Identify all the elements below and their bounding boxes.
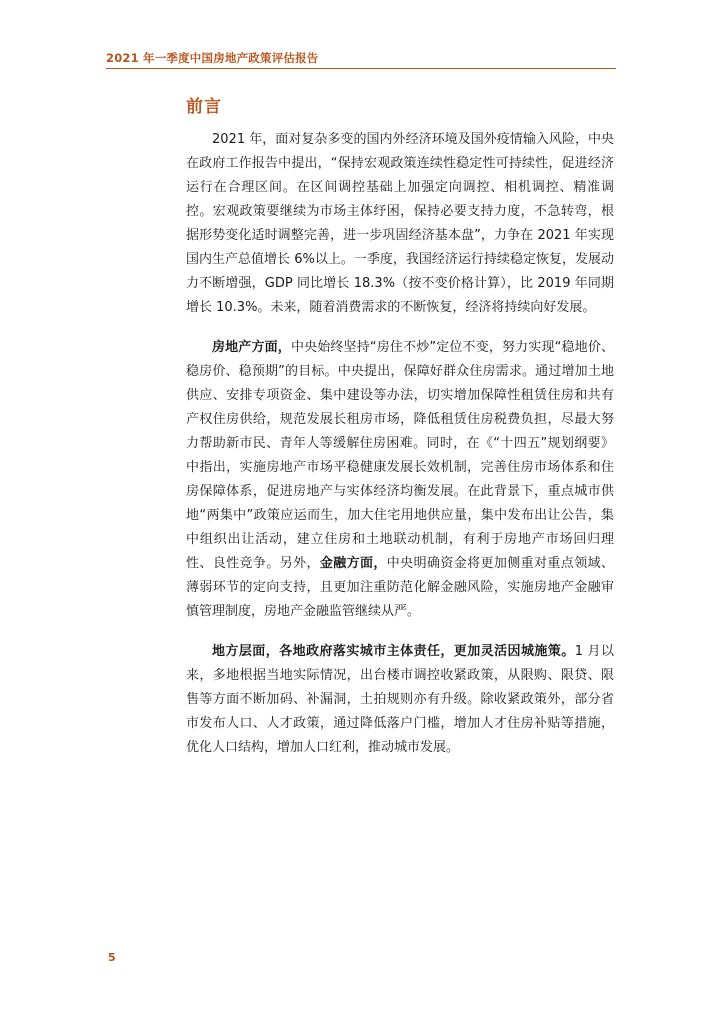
paragraph-text: 2021 年，面对复杂多变的国内外经济环境及国外疫情输入风险，中央在政府工作报告中提出，“保持宏观政策连续性稳定性可持续性，促进经济运行在合理区间。在区间调控基础上加强定向调控、相机调控、精准调控。宏观政策要继续为市场主体纾困，保持必要支持力度，不急转弯，根据形势变化适时调整完善，进一步巩固经济基本盘”，力争在 2021 年实现国内生产总值增长 6%以上。一季度，我国经济运行持续稳定恢复，发展动力不断增强，GDP 同比增长 18.3%（按不变价格计算），比 2019 年同期增长 10.3%。未来，随着消费需求的不断恢复，经济将持续向好发展。 — [186, 132, 614, 315]
header-divider — [106, 68, 616, 69]
paragraph-tail: 中央明确资金将更加侧重对重点领域、薄弱环节的定向支持，且更加注重防范化解金融风险，实施房地产金融审慎管理制度，房地产金融监管继续从严。 — [186, 556, 614, 619]
paragraph-text: 1 月以来，多地根据当地实际情况，出台楼市调控收紧政策，从限购、限贷、限售等方面不断加码、补漏洞，土拍规则亦有升级。除收紧政策外，部分省市发布人口、人才政策，通过降低落户门槛，增加人才住房补贴等措施，优化人口结构，增加人口红利，推动城市发展。 — [186, 644, 614, 755]
paragraph-mid-lead: 金融方面， — [319, 556, 387, 571]
paragraph-text: 中央始终坚持“房住不炒”定位不变，努力实现“稳地价、稳房价、稳预期”的目标。中央提出，保障好群众住房需求。通过增加土地供应、安排专项资金、集中建设等办法，切实增加保障性租赁住房和共有产权住房供给，规范发展长租房市场，降低租赁住房税费负担，尽最大努力帮助新市民、青年人等缓解住房困难。同时，在《“十四五”规划纲要》中指出，实施房地产市场平稳健康发展长效机制，完善住房市场体系和住房保障体系，促进房地产与实体经济均衡发展。在此背景下，重点城市供地“两集中”政策应运而生，加大住宅用地供应量，集中发布出让公告，集中组织出让活动，建立住房和土地联动机制，有利于房地产市场回归理性、良性竞争。另外， — [186, 340, 614, 571]
report-header-title: 2021 年一季度中国房地产政策评估报告 — [106, 51, 319, 65]
paragraph-real-estate — [186, 336, 614, 624]
page-number: 5 — [108, 951, 116, 964]
section-title: 前言 — [186, 97, 222, 117]
paragraph-lead: 地方层面，各地政府落实城市主体责任，更加灵活因城施策。 — [212, 644, 575, 659]
paragraph-local — [186, 640, 614, 760]
paragraph-lead: 房地产方面， — [212, 340, 291, 355]
paragraph-intro — [186, 128, 614, 320]
main-content — [186, 128, 614, 776]
